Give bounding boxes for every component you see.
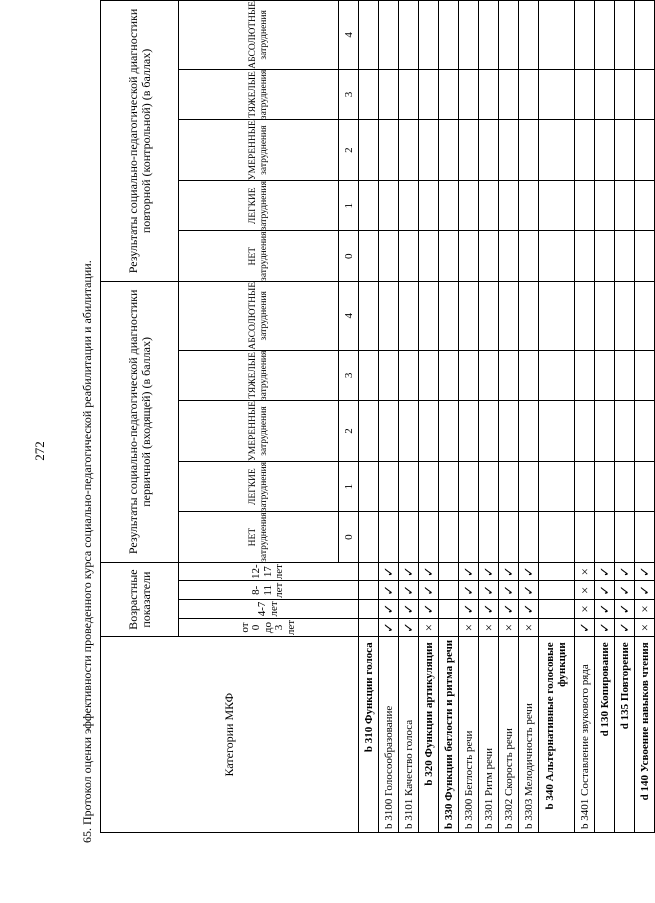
primary-score-cell [635, 350, 655, 400]
repeat-score-1: 1 [339, 181, 359, 231]
primary-score-cell [379, 281, 399, 350]
age-mark-cell: ✓ [399, 618, 419, 637]
repeat-score-cell [499, 231, 519, 281]
repeat-score-cell [359, 181, 379, 231]
age-mark-cell [359, 600, 379, 619]
page-number: 272 [32, 441, 47, 461]
primary-score-3: 3 [339, 350, 359, 400]
age-group-0-3: от 0 до 3 лет [179, 618, 359, 637]
table-row [459, 1, 479, 833]
repeat-score-cell [519, 69, 539, 119]
primary-level-severe: ТЯЖЕЛЫЕ затруднения [179, 350, 339, 400]
age-group-4-7: 4-7 лет [179, 600, 359, 619]
category-cell: b 330 Функции беглости и ритма речи [439, 637, 459, 833]
age-mark-cell: × [575, 581, 595, 600]
repeat-score-0: 0 [339, 231, 359, 281]
repeat-score-cell [595, 231, 615, 281]
repeat-score-cell [379, 69, 399, 119]
primary-score-cell [575, 350, 595, 400]
repeat-score-cell [635, 69, 655, 119]
repeat-score-cell [439, 69, 459, 119]
primary-score-0: 0 [339, 512, 359, 562]
category-header: Категории МКФ [101, 637, 359, 833]
age-mark-cell [359, 618, 379, 637]
primary-score-cell [479, 512, 499, 562]
age-mark-cell: ✓ [479, 600, 499, 619]
age-mark-cell [439, 600, 459, 619]
age-mark-cell: ✓ [615, 618, 635, 637]
primary-level-light: ЛЕГКИЕ затруднения [179, 461, 339, 511]
category-cell: b 3300 Беглость речи [459, 637, 479, 833]
primary-score-cell [359, 281, 379, 350]
repeat-score-cell [539, 120, 575, 181]
age-mark-cell: ✓ [459, 581, 479, 600]
table-row [539, 1, 575, 833]
category-cell: b 3301 Ритм речи [479, 637, 499, 833]
primary-score-cell [595, 401, 615, 462]
age-mark-cell: ✓ [479, 581, 499, 600]
primary-score-cell [419, 461, 439, 511]
age-mark-cell: ✓ [595, 581, 615, 600]
table-row [419, 1, 439, 833]
category-cell: b 3100 Голосообразование [379, 637, 399, 833]
primary-score-cell [519, 281, 539, 350]
repeat-score-cell [539, 69, 575, 119]
primary-score-cell [615, 281, 635, 350]
category-cell: b 3302 Скорость речи [499, 637, 519, 833]
repeat-score-cell [479, 69, 499, 119]
repeat-level-light: ЛЕГКИЕ затруднения [179, 181, 339, 231]
age-mark-cell [439, 581, 459, 600]
primary-score-cell [419, 350, 439, 400]
age-mark-cell: × [519, 618, 539, 637]
repeat-score-cell [575, 120, 595, 181]
table-row [479, 1, 499, 833]
primary-score-cell [539, 461, 575, 511]
age-mark-cell: ✓ [379, 562, 399, 581]
repeat-score-cell [359, 69, 379, 119]
primary-score-cell [459, 401, 479, 462]
age-mark-cell: ✓ [615, 581, 635, 600]
primary-score-cell [379, 461, 399, 511]
repeat-score-cell [419, 1, 439, 70]
repeat-score-cell [575, 69, 595, 119]
primary-level-none: НЕТ затруднения [179, 512, 339, 562]
primary-score-cell [575, 461, 595, 511]
primary-score-cell [519, 512, 539, 562]
repeat-score-cell [399, 120, 419, 181]
primary-score-cell [459, 350, 479, 400]
repeat-score-cell [539, 231, 575, 281]
repeat-score-cell [575, 1, 595, 70]
age-mark-cell: ✓ [399, 600, 419, 619]
primary-score-cell [459, 281, 479, 350]
age-mark-cell: ✓ [499, 581, 519, 600]
primary-score-cell [419, 512, 439, 562]
primary-score-cell [459, 512, 479, 562]
primary-score-cell [359, 512, 379, 562]
primary-score-1: 1 [339, 461, 359, 511]
repeat-score-cell [575, 181, 595, 231]
repeat-score-cell [575, 231, 595, 281]
primary-score-cell [519, 461, 539, 511]
table-row [399, 1, 419, 833]
repeat-score-cell [479, 1, 499, 70]
age-mark-cell: × [635, 600, 655, 619]
repeat-score-cell [539, 1, 575, 70]
repeat-score-cell [479, 231, 499, 281]
category-cell: d 130 Копирование [595, 637, 615, 833]
repeat-score-cell [459, 120, 479, 181]
repeat-score-cell [539, 181, 575, 231]
age-mark-cell: × [635, 618, 655, 637]
repeat-score-3: 3 [339, 69, 359, 119]
primary-score-cell [399, 401, 419, 462]
repeat-score-cell [439, 120, 459, 181]
primary-score-cell [595, 512, 615, 562]
primary-score-cell [539, 512, 575, 562]
primary-score-cell [635, 281, 655, 350]
age-group-8-11: 8-11 лет [179, 581, 359, 600]
table-row [359, 1, 379, 833]
primary-score-cell [399, 350, 419, 400]
age-mark-cell: × [459, 618, 479, 637]
table-row [575, 1, 595, 833]
repeat-score-2: 2 [339, 120, 359, 181]
primary-level-absolute: АБСОЛЮТНЫЕ затруднения [179, 281, 339, 350]
repeat-score-cell [519, 231, 539, 281]
age-mark-cell: ✓ [635, 581, 655, 600]
repeat-score-cell [419, 231, 439, 281]
age-header: Возрастные показатели [101, 562, 179, 637]
age-mark-cell: × [575, 600, 595, 619]
table-row [499, 1, 519, 833]
repeat-score-cell [419, 69, 439, 119]
primary-score-cell [519, 401, 539, 462]
primary-score-cell [359, 461, 379, 511]
table-row [615, 1, 635, 833]
repeat-score-cell [635, 120, 655, 181]
repeat-level-none: НЕТ затруднения [179, 231, 339, 281]
category-cell: b 310 Функции голоса [359, 637, 379, 833]
primary-score-cell [539, 401, 575, 462]
repeat-score-cell [499, 1, 519, 70]
repeat-score-cell [379, 1, 399, 70]
repeat-score-cell [499, 69, 519, 119]
primary-score-cell [379, 350, 399, 400]
repeat-score-cell [419, 181, 439, 231]
protocol-table [100, 0, 655, 833]
repeat-score-cell [499, 181, 519, 231]
primary-score-cell [499, 401, 519, 462]
age-mark-cell: ✓ [379, 600, 399, 619]
age-mark-cell [359, 562, 379, 581]
age-mark-cell [359, 581, 379, 600]
primary-score-cell [519, 350, 539, 400]
repeat-score-cell [519, 120, 539, 181]
age-mark-cell: × [479, 618, 499, 637]
age-mark-cell: ✓ [595, 618, 615, 637]
age-mark-cell [539, 562, 575, 581]
primary-score-cell [575, 512, 595, 562]
age-mark-cell: ✓ [379, 618, 399, 637]
primary-score-cell [615, 512, 635, 562]
primary-score-cell [439, 281, 459, 350]
category-cell: b 340 Альтернативные голосовые функции [539, 637, 575, 833]
primary-score-cell [615, 350, 635, 400]
primary-score-cell [459, 461, 479, 511]
repeat-score-cell [595, 1, 615, 70]
primary-score-4: 4 [339, 281, 359, 350]
primary-score-cell [439, 512, 459, 562]
age-mark-cell: ✓ [399, 581, 419, 600]
repeat-score-cell [459, 181, 479, 231]
repeat-score-cell [615, 1, 635, 70]
primary-score-cell [635, 461, 655, 511]
age-mark-cell: ✓ [379, 581, 399, 600]
repeat-score-cell [379, 120, 399, 181]
primary-score-cell [615, 401, 635, 462]
repeat-level-severe: ТЯЖЕЛЫЕ затруднения [179, 69, 339, 119]
age-mark-cell [439, 562, 459, 581]
repeat-score-cell [399, 181, 419, 231]
age-mark-cell [539, 618, 575, 637]
repeat-score-cell [439, 181, 459, 231]
repeat-score-cell [459, 1, 479, 70]
primary-score-cell [399, 512, 419, 562]
primary-level-moderate: УМЕРЕННЫЕ затруднения [179, 401, 339, 462]
age-mark-cell: ✓ [499, 562, 519, 581]
repeat-level-absolute: АБСОЛЮТНЫЕ затруднения [179, 1, 339, 70]
table-body [359, 1, 655, 833]
repeat-score-cell [379, 181, 399, 231]
primary-score-cell [539, 281, 575, 350]
primary-score-cell [479, 350, 499, 400]
primary-score-cell [595, 350, 615, 400]
primary-score-2: 2 [339, 401, 359, 462]
repeat-score-cell [595, 120, 615, 181]
primary-score-cell [499, 512, 519, 562]
repeat-score-cell [399, 1, 419, 70]
age-group-12-17: 12-17 лет [179, 562, 359, 581]
repeat-score-cell [459, 231, 479, 281]
age-mark-cell: ✓ [419, 562, 439, 581]
age-mark-cell: ✓ [459, 600, 479, 619]
repeat-score-cell [519, 1, 539, 70]
repeat-results-header: Результаты социально-педагогической диагностики повторной (контрольной) (в баллах) [101, 1, 179, 282]
primary-score-cell [419, 281, 439, 350]
repeat-score-cell [439, 1, 459, 70]
repeat-score-cell [595, 181, 615, 231]
age-mark-cell: ✓ [479, 562, 499, 581]
primary-score-cell [575, 401, 595, 462]
table-row [519, 1, 539, 833]
primary-score-cell [499, 461, 519, 511]
repeat-score-cell [615, 120, 635, 181]
repeat-score-cell [399, 231, 419, 281]
category-cell: b 3303 Мелодичность речи [519, 637, 539, 833]
repeat-score-cell [479, 181, 499, 231]
age-mark-cell: ✓ [635, 562, 655, 581]
repeat-score-cell [635, 231, 655, 281]
primary-score-cell [615, 461, 635, 511]
primary-score-cell [399, 281, 419, 350]
primary-score-cell [359, 401, 379, 462]
age-mark-cell: ✓ [399, 562, 419, 581]
table-row [439, 1, 459, 833]
age-mark-cell: ✓ [419, 581, 439, 600]
primary-results-header: Результаты социально-педагогической диагностики первичной (входящей) (в баллах) [101, 281, 179, 562]
age-mark-cell: × [499, 618, 519, 637]
repeat-score-cell [499, 120, 519, 181]
repeat-score-cell [635, 181, 655, 231]
primary-score-cell [479, 401, 499, 462]
repeat-score-cell [359, 120, 379, 181]
primary-score-cell [479, 281, 499, 350]
repeat-score-cell [439, 231, 459, 281]
age-mark-cell: ✓ [615, 600, 635, 619]
repeat-score-cell [359, 231, 379, 281]
primary-score-cell [595, 461, 615, 511]
primary-score-cell [635, 401, 655, 462]
repeat-level-moderate: УМЕРЕННЫЕ затруднения [179, 120, 339, 181]
primary-score-cell [439, 401, 459, 462]
category-cell: d 135 Повторение [615, 637, 635, 833]
primary-score-cell [635, 512, 655, 562]
age-mark-cell: ✓ [519, 600, 539, 619]
repeat-score-cell [615, 231, 635, 281]
document-title: 65. Протокол оценки эффективности проведенного курса социально-педагогической реабилитации и абилитации. [80, 260, 94, 843]
primary-score-cell [399, 461, 419, 511]
age-mark-cell: ✓ [595, 600, 615, 619]
category-cell: b 320 Функции артикуляции [419, 637, 439, 833]
repeat-score-cell [615, 181, 635, 231]
age-mark-cell [539, 581, 575, 600]
age-mark-cell [439, 618, 459, 637]
repeat-score-cell [595, 69, 615, 119]
primary-score-cell [379, 512, 399, 562]
primary-score-cell [439, 350, 459, 400]
category-cell: b 3401 Составление звукового ряда [575, 637, 595, 833]
repeat-score-cell [419, 120, 439, 181]
repeat-score-cell [399, 69, 419, 119]
category-cell: d 140 Усвоение навыков чтения [635, 637, 655, 833]
repeat-score-cell [519, 181, 539, 231]
age-mark-cell: ✓ [519, 581, 539, 600]
repeat-score-cell [479, 120, 499, 181]
repeat-score-cell [615, 69, 635, 119]
repeat-score-cell [459, 69, 479, 119]
table-row [635, 1, 655, 833]
repeat-score-cell [379, 231, 399, 281]
age-mark-cell: ✓ [575, 618, 595, 637]
table-row [379, 1, 399, 833]
age-mark-cell: × [575, 562, 595, 581]
primary-score-cell [539, 350, 575, 400]
age-mark-cell: ✓ [615, 562, 635, 581]
age-mark-cell [539, 600, 575, 619]
age-mark-cell: ✓ [499, 600, 519, 619]
age-mark-cell: ✓ [459, 562, 479, 581]
primary-score-cell [595, 281, 615, 350]
primary-score-cell [439, 461, 459, 511]
category-cell: b 3101 Качество голоса [399, 637, 419, 833]
table-row [595, 1, 615, 833]
primary-score-cell [379, 401, 399, 462]
age-mark-cell: ✓ [519, 562, 539, 581]
primary-score-cell [499, 281, 519, 350]
age-mark-cell: ✓ [419, 600, 439, 619]
repeat-score-4: 4 [339, 1, 359, 70]
primary-score-cell [499, 350, 519, 400]
primary-score-cell [479, 461, 499, 511]
primary-score-cell [419, 401, 439, 462]
age-mark-cell: ✓ [595, 562, 615, 581]
repeat-score-cell [635, 1, 655, 70]
age-mark-cell: × [419, 618, 439, 637]
primary-score-cell [575, 281, 595, 350]
repeat-score-cell [359, 1, 379, 70]
primary-score-cell [359, 350, 379, 400]
